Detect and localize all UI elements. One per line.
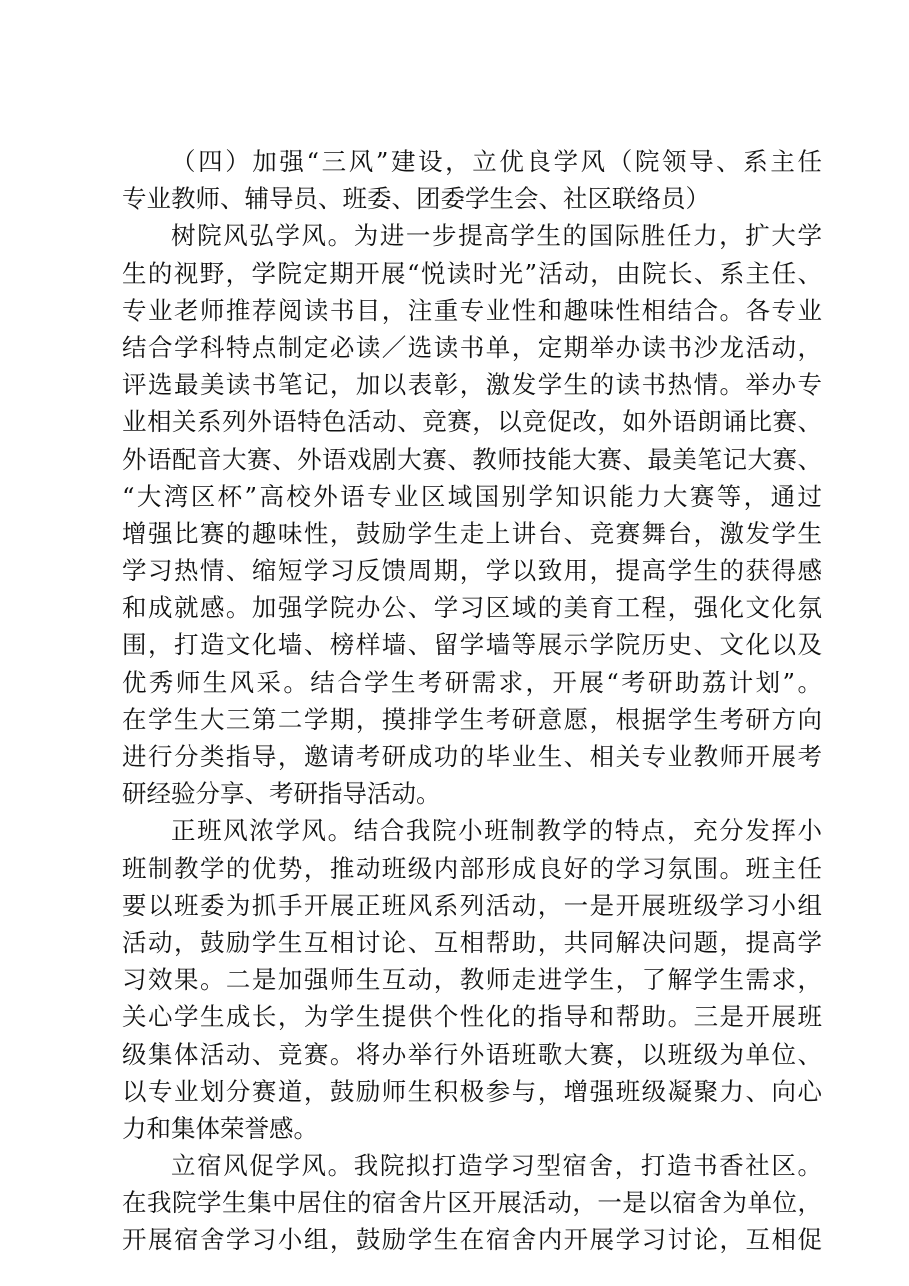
- paragraph-class-style: [122, 812, 822, 1147]
- paragraph-line: 外语配音大赛、外语戏剧大赛、教师技能大赛、最美笔记大赛、: [122, 444, 822, 474]
- paragraph-line: 和成就感。加强学院办公、学习区域的美育工程，强化文化氛: [122, 593, 822, 623]
- paragraph-academic-style: [122, 217, 822, 812]
- paragraph-line: 增强比赛的趣味性，鼓励学生走上讲台、竞赛舞台，激发学生: [122, 518, 822, 548]
- paragraph-line: 优秀师生风采。结合学生考研需求，开展“考研助荔计划”。: [122, 667, 822, 697]
- paragraph-line: 生的视野，学院定期开展“悦读时光”活动，由院长、系主任、: [122, 258, 822, 288]
- section-heading-line: （四）加强“三风”建设，立优良学风（院领导、系主任: [171, 147, 822, 176]
- paragraph-line: 级集体活动、竞赛。将办举行外语班歌大赛，以班级为单位、: [122, 1039, 822, 1069]
- paragraph-line: 班制教学的优势，推动班级内部形成良好的学习氛围。班主任: [122, 853, 822, 883]
- section-heading-line: 专业教师、辅导员、班委、团委学生会、社区联络员）: [122, 184, 710, 214]
- section-heading: [122, 143, 822, 217]
- paragraph-line: 专业老师推荐阅读书目，注重专业性和趣味性相结合。各专业: [122, 295, 822, 325]
- paragraph-line: 业相关系列外语特色活动、竞赛，以竞促改，如外语朗诵比赛、: [122, 407, 822, 437]
- paragraph-line: 正班风浓学风。结合我院小班制教学的特点，充分发挥小: [171, 816, 822, 846]
- paragraph-line: 研经验分享、考研指导活动。: [122, 779, 441, 809]
- paragraph-line: 评选最美读书笔记，加以表彰，激发学生的读书热情。举办专: [122, 370, 822, 400]
- paragraph-line: 在学生大三第二学期，摸排学生考研意愿，根据学生考研方向: [122, 704, 822, 734]
- paragraph-line: 活动，鼓励学生互相讨论、互相帮助，共同解决问题，提高学: [122, 927, 822, 957]
- paragraph-line: 以专业划分赛道，鼓励师生积极参与，增强班级凝聚力、向心: [122, 1076, 822, 1106]
- paragraph-line: 学习热情、缩短学习反馈周期，学以致用，提高学生的获得感: [122, 556, 822, 586]
- document-body: [122, 143, 822, 1259]
- paragraph-line: 要以班委为抓手开展正班风系列活动，一是开展班级学习小组: [122, 890, 822, 920]
- paragraph-line: “大湾区杯”高校外语专业区域国别学知识能力大赛等，通过: [122, 481, 822, 511]
- paragraph-line: 进行分类指导，邀请考研成功的毕业生、相关专业教师开展考: [122, 742, 822, 771]
- paragraph-line: 关心学生成长，为学生提供个性化的指导和帮助。三是开展班: [122, 1002, 822, 1032]
- paragraphs: [122, 217, 822, 1258]
- paragraph-line: 结合学科特点制定必读／选读书单，定期举办读书沙龙活动，: [122, 332, 822, 362]
- paragraph-dorm-style: [122, 1147, 822, 1259]
- paragraph-line: 开展宿舍学习小组，鼓励学生在宿舍内开展学习讨论，互相促: [122, 1225, 822, 1255]
- paragraph-line: 围，打造文化墙、榜样墙、留学墙等展示学院历史、文化以及: [122, 630, 822, 660]
- paragraph-line: 在我院学生集中居住的宿舍片区开展活动，一是以宿舍为单位，: [122, 1188, 822, 1218]
- paragraph-line: 习效果。二是加强师生互动，教师走进学生，了解学生需求，: [122, 965, 822, 995]
- paragraph-line: 立宿风促学风。我院拟打造学习型宿舍，打造书香社区。: [171, 1151, 822, 1181]
- paragraph-line: 树院风弘学风。为进一步提高学生的国际胜任力，扩大学: [171, 221, 822, 251]
- paragraph-line: 力和集体荣誉感。: [122, 1113, 318, 1143]
